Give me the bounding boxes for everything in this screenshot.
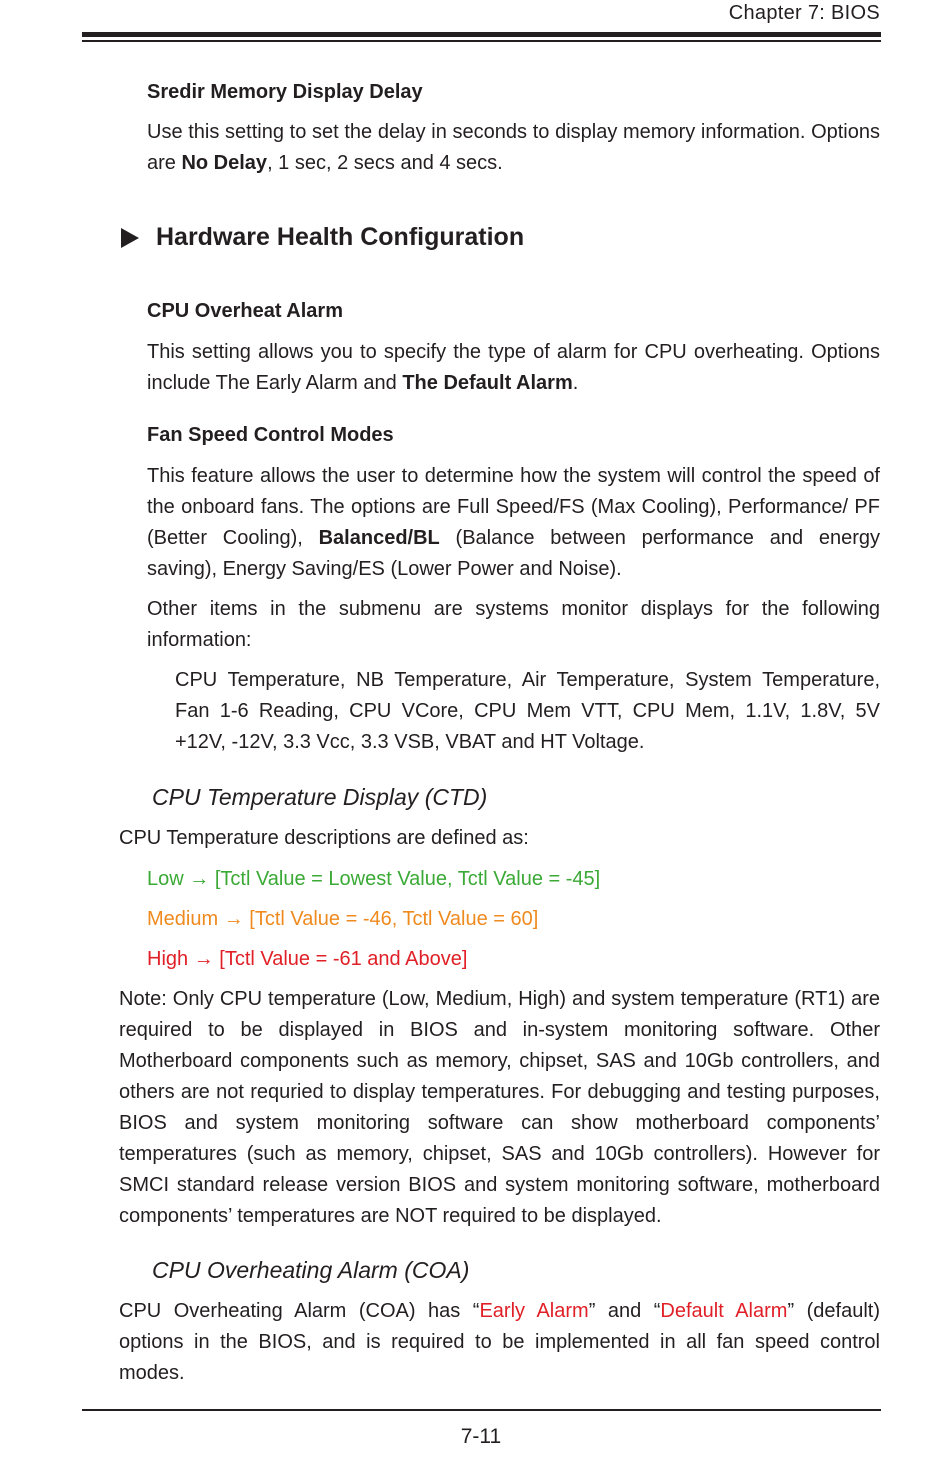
header-rule-thick [82, 32, 881, 37]
overheat-paragraph: This setting allows you to specify the type of alarm for CPU overheating. Options include The Early Alarm and The Default Alarm. [147, 341, 880, 394]
coa-early-alarm: Early Alarm [479, 1300, 589, 1322]
ctd-low-row: Low → [Tctl Value = Lowest Value, Tctl Value = -45] [147, 868, 601, 890]
section-title: Hardware Health Configuration [156, 223, 525, 251]
overheat-heading: CPU Overheat Alarm [147, 300, 343, 322]
sredir-paragraph: Use this setting to set the delay in seconds to display memory information. Options are No Delay, 1 sec, 2 secs and 4 secs. [147, 121, 880, 174]
overheat-default-option: The Default Alarm [402, 372, 573, 394]
header-rule-thin [82, 40, 881, 42]
footer-rule [82, 1409, 881, 1411]
ctd-intro: CPU Temperature descriptions are defined as: [119, 827, 529, 849]
coa-default-alarm: Default Alarm [660, 1300, 788, 1322]
page-number: 7-11 [460, 1425, 502, 1448]
triangle-bullet-icon [121, 228, 139, 248]
arrow-right-icon: → [193, 948, 214, 970]
ctd-heading: CPU Temperature Display (CTD) [152, 784, 488, 810]
coa-paragraph: CPU Overheating Alarm (COA) has “Early Alarm” and “Default Alarm” (default) options in the BIOS, and is required to be implemented in all fan speed control modes. [119, 1300, 880, 1384]
arrow-right-icon: → [189, 868, 210, 890]
fan-default-option: Balanced/BL [318, 527, 440, 549]
coa-heading: CPU Overheating Alarm (COA) [152, 1257, 470, 1283]
sredir-heading: Sredir Memory Display Delay [147, 81, 423, 103]
fan-other-paragraph: Other items in the submenu are systems monitor displays for the following information: [147, 598, 880, 651]
sredir-default-option: No Delay [181, 152, 268, 174]
arrow-right-icon: → [223, 908, 244, 930]
fan-monitor-list: CPU Temperature, NB Temperature, Air Temperature, System Temperature, Fan 1-6 Reading, CPU VCore, CPU Mem VTT, CPU Mem, 1.1V, 1.8V, 5V +12V, -12V, 3.3 Vcc, 3.3 VSB, VBAT and HT Voltage. [175, 669, 880, 753]
section-heading [121, 223, 524, 252]
ctd-high-row: High → [Tctl Value = -61 and Above] [147, 948, 468, 970]
ctd-medium-row: Medium → [Tctl Value = -46, Tctl Value = 60] [147, 908, 539, 930]
chapter-header: Chapter 7: BIOS [728, 2, 880, 24]
ctd-note: Note: Only CPU temperature (Low, Medium, High) and system temperature (RT1) are required to be displayed in BIOS and in-system monitoring software. Other Motherboard components such as memory, chipset, SAS and 10Gb controllers, and others are not requried to display temperatures. For debugging and testing purposes, BIOS and system monitoring software can show motherboard components’ temperatures (such as memory, chipset, SAS and 10Gb controllers). However for SMCI standard release version BIOS and system monitoring software, motherboard components’ temperatures are NOT required to be displayed. [119, 988, 880, 1227]
fan-paragraph: This feature allows the user to determine how the system will control the speed of the onboard fans. The options are Full Speed/FS (Max Cooling), Performance/ PF (Better Cooling), Balanced/BL (Balance between performance and energy saving), Energy Saving/ES (Lower Power and Noise). [147, 465, 880, 580]
fan-heading: Fan Speed Control Modes [147, 424, 394, 446]
